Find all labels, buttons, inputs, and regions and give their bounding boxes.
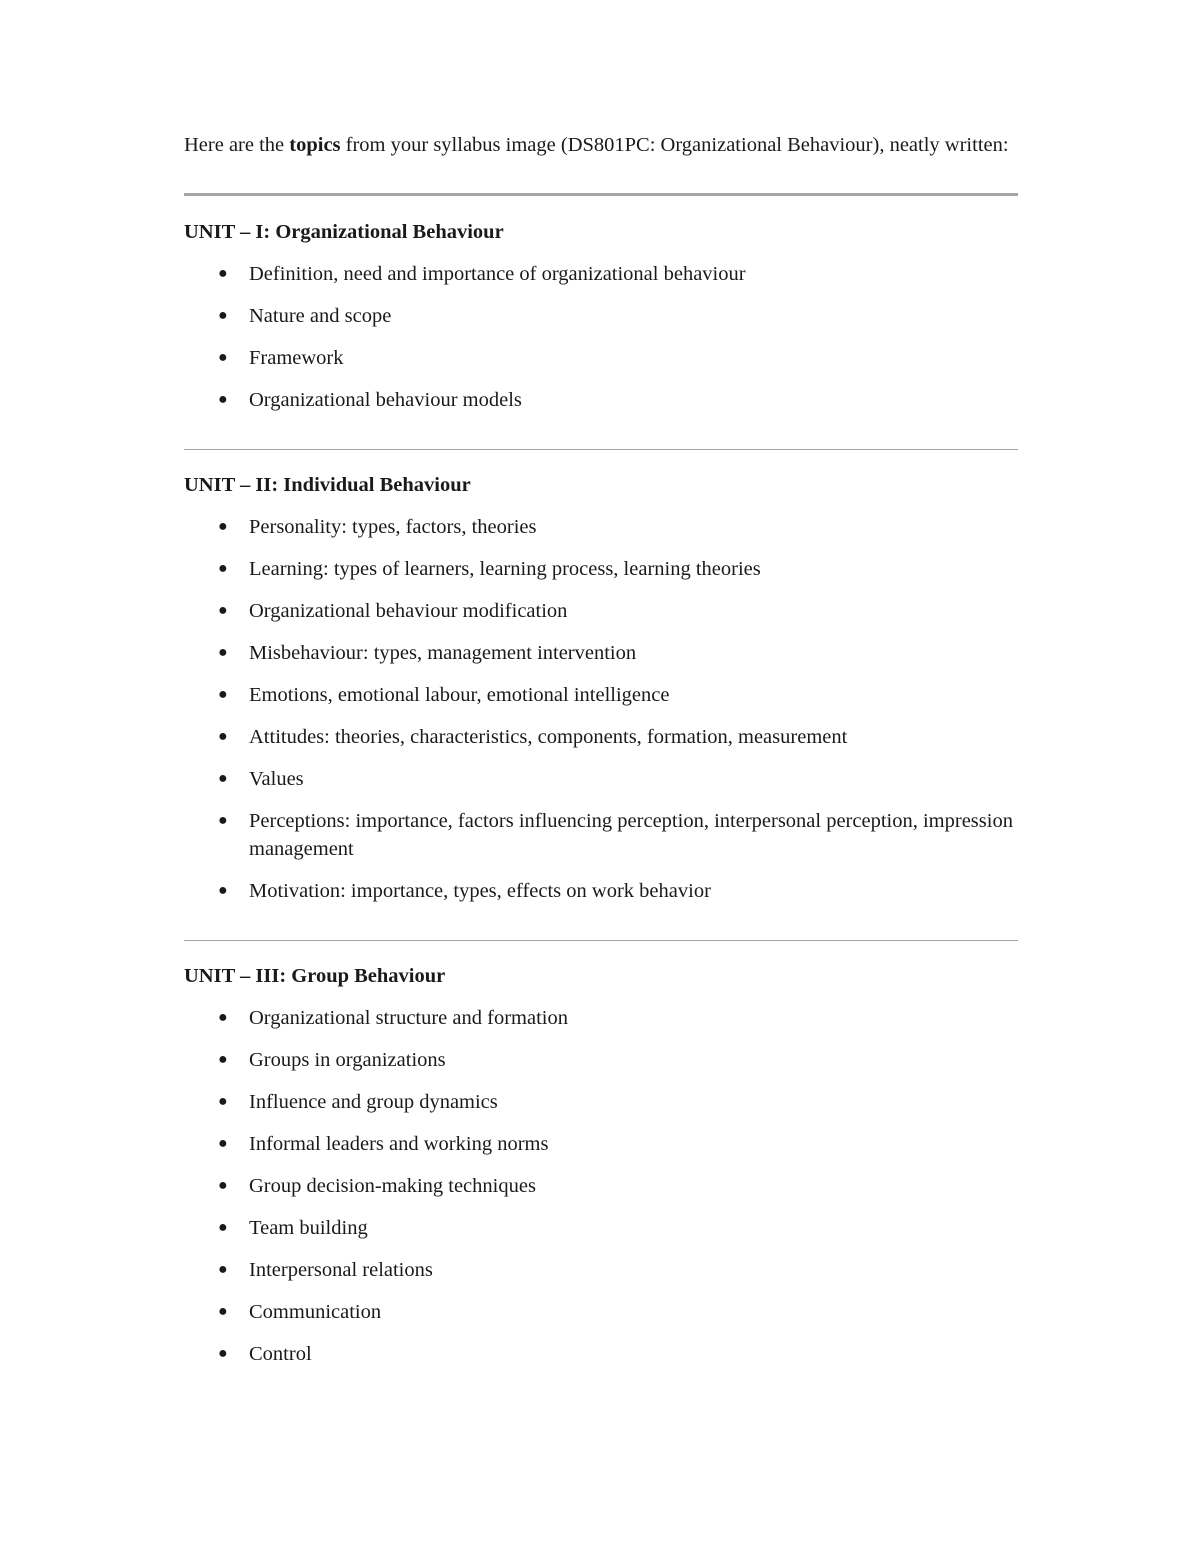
list-item-text: Team building xyxy=(249,1217,368,1239)
bullet-icon: ● xyxy=(218,1177,228,1194)
topic-list xyxy=(184,260,1018,414)
unit-heading: UNIT – I: Organizational Behaviour xyxy=(184,221,504,243)
list-item xyxy=(184,877,1018,905)
list-item-text: Motivation: importance, types, effects on work behavior xyxy=(249,880,711,902)
list-item xyxy=(184,1046,1018,1074)
list-item-text: Values xyxy=(249,768,304,790)
horizontal-rule xyxy=(184,940,1018,941)
topic-list xyxy=(184,513,1018,905)
list-item xyxy=(184,807,1018,863)
list-item-text: Informal leaders and working norms xyxy=(249,1133,549,1155)
list-item-text: Nature and scope xyxy=(249,305,392,327)
bullet-icon: ● xyxy=(218,1345,228,1362)
list-item-text: Emotions, emotional labour, emotional intelligence xyxy=(249,684,670,706)
list-item-text: Definition, need and importance of organizational behaviour xyxy=(249,263,746,285)
list-item xyxy=(184,681,1018,709)
list-item xyxy=(184,1004,1018,1032)
bullet-icon: ● xyxy=(218,391,228,408)
list-item xyxy=(184,555,1018,583)
list-item xyxy=(184,513,1018,541)
list-item xyxy=(184,723,1018,751)
list-item xyxy=(184,1172,1018,1200)
horizontal-rule xyxy=(184,449,1018,450)
bullet-icon: ● xyxy=(218,1009,228,1026)
list-item xyxy=(184,1130,1018,1158)
bullet-icon: ● xyxy=(218,1303,228,1320)
list-item-text: Control xyxy=(249,1343,312,1365)
list-item-text: Groups in organizations xyxy=(249,1049,446,1071)
list-item-text: Interpersonal relations xyxy=(249,1259,433,1281)
list-item xyxy=(184,1298,1018,1326)
bullet-icon: ● xyxy=(218,770,228,787)
topic-list xyxy=(184,1004,1018,1368)
list-item-text: Organizational behaviour modification xyxy=(249,600,568,622)
bullet-icon: ● xyxy=(218,1135,228,1152)
intro-text-end: from your syllabus image (DS801PC: Organizational Behaviour), neatly written: xyxy=(340,134,1009,156)
list-item-text: Personality: types, factors, theories xyxy=(249,516,537,538)
bullet-icon: ● xyxy=(218,812,228,829)
list-item-text: Attitudes: theories, characteristics, components, formation, measurement xyxy=(249,726,848,748)
list-item xyxy=(184,1214,1018,1242)
intro-text-start: Here are the xyxy=(184,134,290,156)
list-item xyxy=(184,1340,1018,1368)
bullet-icon: ● xyxy=(218,1219,228,1236)
list-item xyxy=(184,386,1018,414)
unit-section-3 xyxy=(184,963,1018,1368)
bullet-icon: ● xyxy=(218,518,228,535)
bullet-icon: ● xyxy=(218,686,228,703)
list-item xyxy=(184,344,1018,372)
bullet-icon: ● xyxy=(218,602,228,619)
list-item-text: Learning: types of learners, learning process, learning theories xyxy=(249,558,761,580)
unit-section-1 xyxy=(184,219,1018,414)
list-item xyxy=(184,765,1018,793)
bullet-icon: ● xyxy=(218,882,228,899)
list-item-text: Influence and group dynamics xyxy=(249,1091,498,1113)
unit-section-2 xyxy=(184,472,1018,905)
intro-bold-word: topics xyxy=(289,134,341,156)
list-item-text: Organizational structure and formation xyxy=(249,1007,568,1029)
list-item-text: Misbehaviour: types, management intervention xyxy=(249,642,637,664)
bullet-icon: ● xyxy=(218,349,228,366)
bullet-icon: ● xyxy=(218,644,228,661)
bullet-icon: ● xyxy=(218,1261,228,1278)
unit-heading: UNIT – II: Individual Behaviour xyxy=(184,474,471,496)
bullet-icon: ● xyxy=(218,728,228,745)
list-item-text: Perceptions: importance, factors influencing perception, interpersonal perception, impression management xyxy=(249,810,1013,860)
bullet-icon: ● xyxy=(218,265,228,282)
intro-paragraph xyxy=(184,132,1018,159)
document-page xyxy=(184,132,1018,1368)
list-item xyxy=(184,1088,1018,1116)
horizontal-rule xyxy=(184,193,1018,196)
list-item-text: Framework xyxy=(249,347,344,369)
bullet-icon: ● xyxy=(218,560,228,577)
bullet-icon: ● xyxy=(218,307,228,324)
list-item-text: Communication xyxy=(249,1301,382,1323)
list-item-text: Organizational behaviour models xyxy=(249,389,522,411)
list-item xyxy=(184,260,1018,288)
list-item xyxy=(184,1256,1018,1284)
list-item xyxy=(184,597,1018,625)
bullet-icon: ● xyxy=(218,1093,228,1110)
list-item xyxy=(184,639,1018,667)
unit-heading: UNIT – III: Group Behaviour xyxy=(184,965,446,987)
bullet-icon: ● xyxy=(218,1051,228,1068)
list-item xyxy=(184,302,1018,330)
list-item-text: Group decision-making techniques xyxy=(249,1175,536,1197)
